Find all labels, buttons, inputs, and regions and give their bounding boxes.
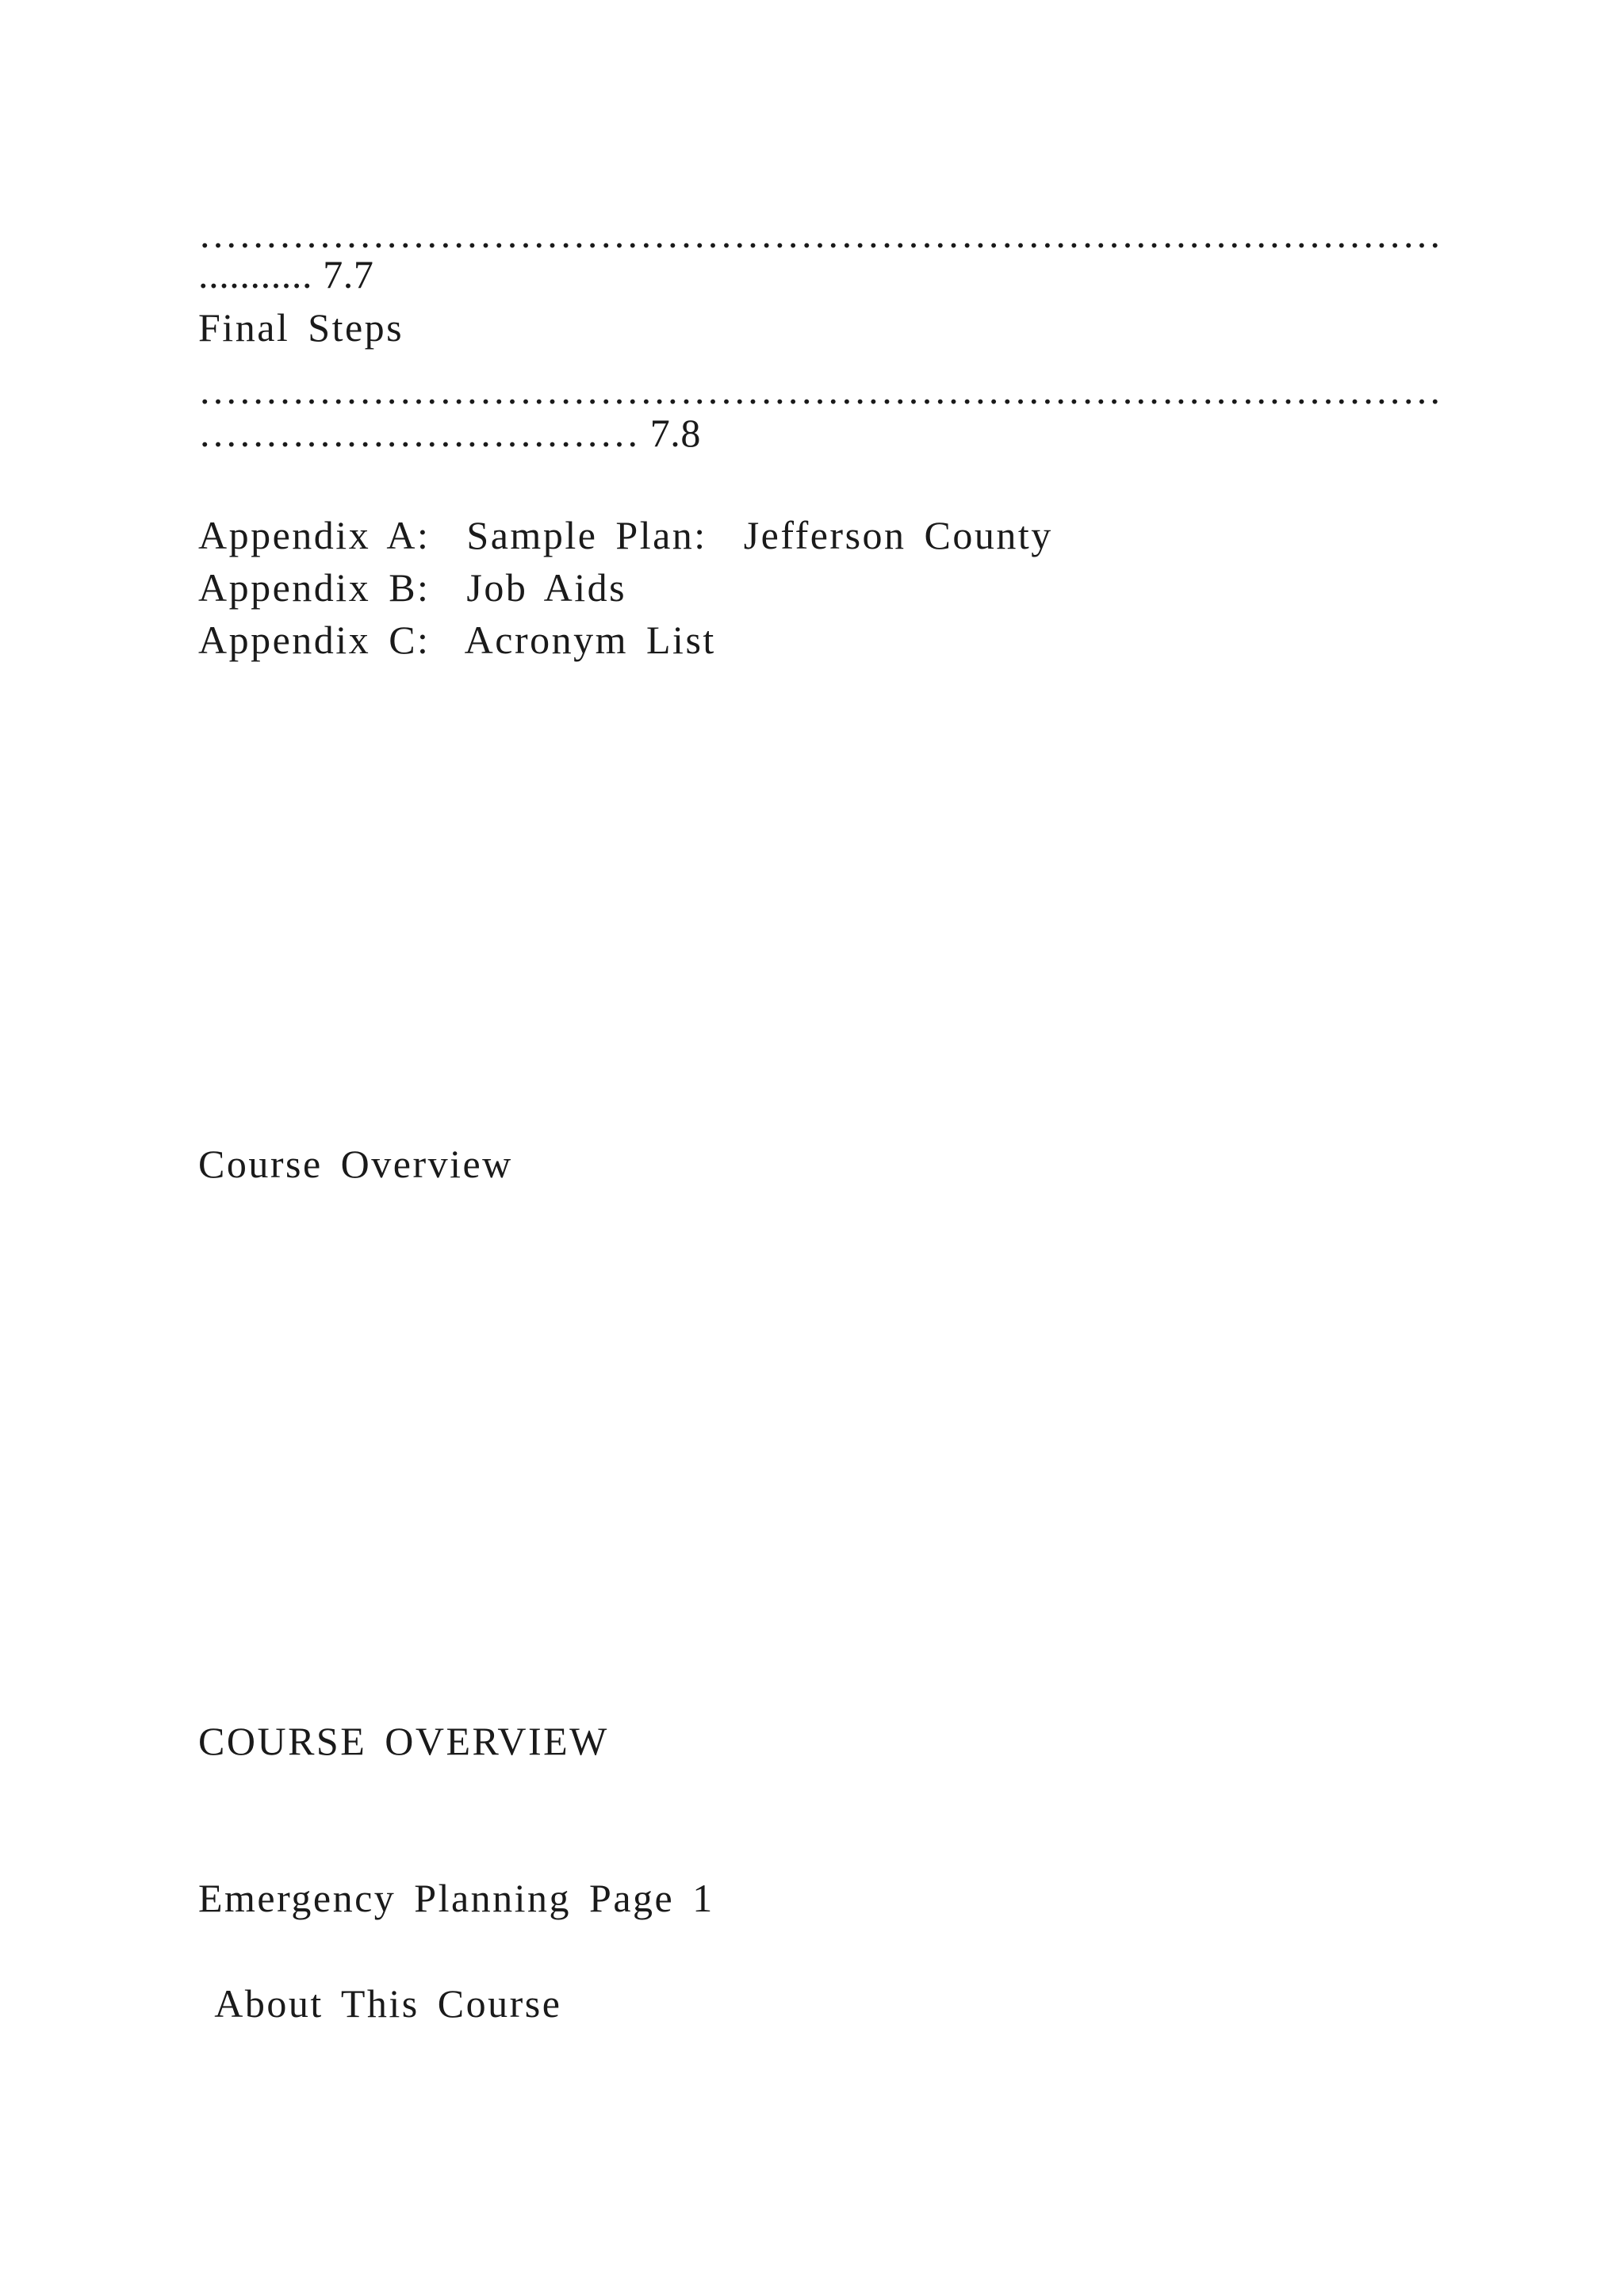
about-this-course-heading: About This Course (198, 1981, 562, 2026)
appendix-a: Appendix A: Sample Plan: Jefferson County (198, 513, 1053, 557)
toc-entry-7-7-page: ........... 7.7 (198, 252, 374, 297)
appendix-b: Appendix B: Job Aids (198, 565, 627, 610)
page-footer: Emergency Planning Page 1 (198, 1876, 714, 1920)
course-overview-label: Course Overview (198, 1142, 513, 1186)
course-overview-heading: COURSE OVERVIEW (198, 1719, 609, 1763)
toc-leader-dots: ………………………………………………………………………………… (198, 368, 1442, 412)
toc-entry-7-8-page: …………………………… 7.8 (198, 411, 701, 455)
toc-leader-dots: ………………………………………………………………………………… (198, 212, 1442, 256)
appendix-c: Appendix C: Acronym List (198, 618, 716, 662)
toc-entry-final-steps: Final Steps (198, 305, 404, 350)
